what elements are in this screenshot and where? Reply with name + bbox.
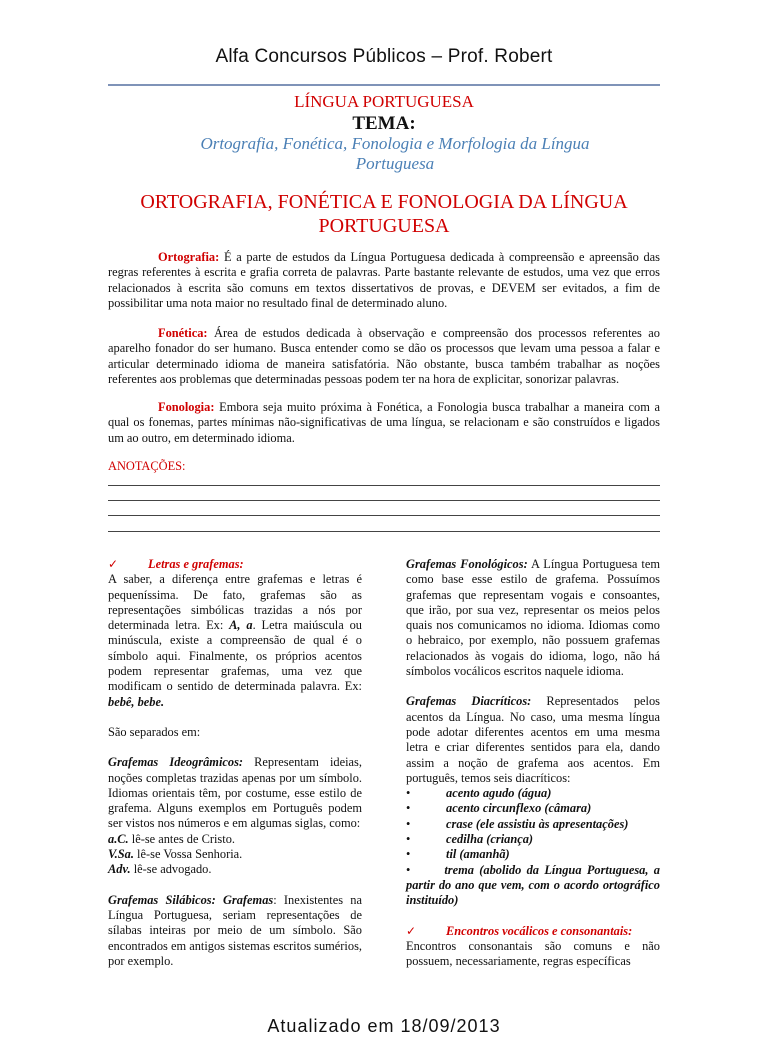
list-item-trema: • trema (abolido da Língua Portuguesa, a partir do ano que vem, com o acordo ortográfico instituído) [406,862,660,908]
paragraph-ortografia [108,250,660,311]
list-item: • acento circunflexo (câmara) [406,801,592,816]
encontros-heading: ✓ Encontros vocálicos e consonantais: [406,923,633,938]
ortografia-text: É a parte de estudos da Língua Portuguesa dedicada à compreensão e apreensão das regras referentes à escrita e grafia correta de palavras. Parte bastante relevante de estudos, uma vez que erros relacionados à escrita são comuns em textos dissertativos de provas, e DEVEM ser evitados, a fim de possibilitar uma nota maior no resultado final de determinado aluno. [108,250,660,310]
fonologicos-paragraph: Grafemas Fonológicos: A Língua Portuguesa tem como base esse estilo de grafema. Possuímos grafemas que representam vogais e consoantes, que irão, por sua vez, representar os meios pelos quais nos comunicamos no idioma. Idiomas como o hebraico, por exemplo, não possuem grafemas relacionados às vogais do idioma, logo, não há símbolos vocálicos escritos naquele idioma. [406,557,660,679]
bullet-icon: • [406,786,411,801]
annotation-line [108,531,660,532]
bullet-icon: • [406,847,411,862]
ortografia-label: Ortografia: [158,250,220,264]
bullet-icon: • [406,801,411,816]
annotation-line [108,485,660,486]
fonetica-label: Fonética: [158,326,208,340]
encontros-paragraph: Encontros consonantais são comuns e não possuem, necessariamente, regras específicas [406,938,660,969]
list-item: • acento agudo (água) [406,786,552,801]
fonologia-label: Fonologia: [158,400,215,414]
tema-label: TEMA: [352,113,416,134]
sigla-item: V.Sa. lê-se Vossa Senhoria. [108,847,243,862]
checkmark-icon: ✓ [108,557,119,571]
separados-text: São separados em: [108,724,201,739]
fonetica-text: Área de estudos dedicada à observação e compreensão dos processos referentes ao aparelho fonador do ser humano. Busca entender como se dão os processos que levam uma pessoa a falar e articular determinado idioma de maneira satisfatória. Não obstante, busca também trabalhar as noções referentes aos problemas que determinadas pessoas podem ter na hora de explicitar, sonorizar palavras. [108,326,660,386]
annotation-line [108,515,660,516]
bullet-icon: • [406,832,411,847]
diacriticos-paragraph: Grafemas Diacríticos: Representados pelos acentos da Língua. No caso, uma mesma língua pode adotar diferentes acentos em uma mesma letra e criar diferentes sentidos para ela, dando assim a noção de grafema aos acentos. Em português, temos seis diacríticos: [406,694,660,785]
page-header-title: Alfa Concursos Públicos – Prof. Robert [215,46,553,67]
bullet-icon: • [406,816,411,831]
header-divider [108,84,660,86]
right-column [406,557,660,969]
annotation-line [108,500,660,501]
topic-title: Ortografia, Fonética, Fonologia e Morfologia da Língua Portuguesa [200,134,590,173]
list-item: • til (amanhã) [406,847,510,862]
page-footer: Atualizado em 18/09/2013 [267,1016,501,1036]
letras-heading: ✓ Letras e grafemas: [108,557,244,571]
anotacoes-label: ANOTAÇÕES: [108,459,186,473]
paragraph-fonetica [108,326,660,387]
list-item: • crase (ele assistiu às apresentações) [406,816,629,831]
ideogramicos-paragraph: Grafemas Ideogrâmicos: Representam ideias, noções completas trazidas apenas por um símbolo. Idiomas orientais têm, por costume, esse estilo de grafema. Alguns exemplos em Português podem ser vistos nos números e em algumas siglas, como: [108,755,362,831]
silabicos-paragraph: Grafemas Silábicos: Grafemas: Inexistentes na Língua Portuguesa, seriam representações de sílabas inteiras por meio de um símbolo. São encontrados em antigos sistemas escritos sumérios, por exemplo. [108,892,362,968]
list-item: • cedilha (criança) [406,832,534,847]
subject-title: LÍNGUA PORTUGUESA [294,92,474,111]
paragraph-fonologia [108,400,660,446]
letras-paragraph: A saber, a diferença entre grafemas e letras é pequeníssima. De fato, grafemas são as representações simbólicas trazidas a nós por determinada letra. Ex: A, a. Letra maiúscula ou minúscula, existe a compreensão de qual é o símbolo aqui. Finalmente, os próprios acentos podem representar grafemas, uma vez que modificam o sentido de determinada palavra. Ex: bebê, bebe. [108,572,363,709]
fonologia-text: Embora seja muito próxima à Fonética, a Fonologia busca trabalhar a maneira com a qual os fonemas, partes mínimas não-significativas de uma língua, se relacionam e são construídos e ligados um ao outro, em determinado idioma. [108,400,660,445]
checkmark-icon: ✓ [406,923,417,938]
sigla-item: Adv. lê-se advogado. [108,862,212,877]
bullet-icon: • [406,862,411,877]
section-title: ORTOGRAFIA, FONÉTICA E FONOLOGIA DA LÍNGUA PORTUGUESA [140,191,628,237]
sigla-item: a.C. lê-se antes de Cristo. [108,831,235,846]
left-column [108,557,362,969]
